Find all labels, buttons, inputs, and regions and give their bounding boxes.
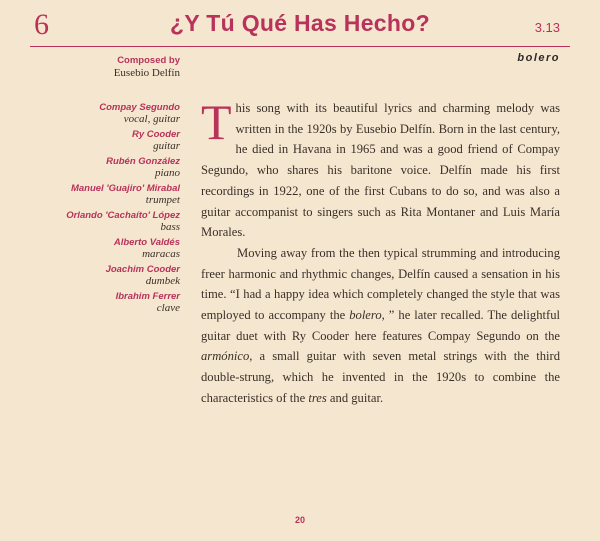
musician-entry — [10, 129, 180, 152]
track-number: 3.13 — [534, 20, 560, 35]
musician-name: Ry Cooder — [131, 129, 180, 140]
paragraph-1-text: his song with its beautiful lyrics and charming melody was written in the 1920s by Eusebio Delfín. Born in the last century, he died in Havana in 1965 and was a good friend of Compay Segundo, who shares his baritone voice. Delfín made his first recordings in 1922, one of the first Cubans to do so, and was also a guitar accompanist to singers such as Rita Montaner and Luis María Morales. — [201, 101, 560, 240]
musician-role: dumbek — [145, 275, 180, 287]
musician-entry — [10, 102, 180, 125]
musician-name: Joachim Cooder — [105, 264, 180, 275]
paragraph-2-text: Moving away from the then typical strumming and introducing freer harmonic and rhythmic changes, Delfín caused a sensation in his time. “I had a happy idea which completely changed the style that was employed to accompany the — [201, 245, 560, 323]
section-number: 6 — [34, 8, 49, 41]
musician-role: bass — [160, 221, 180, 233]
header-rule — [30, 46, 570, 47]
page-number: 20 — [294, 515, 305, 525]
drop-cap: T — [201, 94, 232, 150]
musician-role: trumpet — [145, 194, 180, 206]
paragraph-2-text: , ” he later recalled. The delightful guitar duet with Ry Cooder here features Compay Segundo on the — [201, 308, 560, 343]
musician-entry — [10, 183, 180, 206]
credits-column — [10, 55, 180, 318]
musician-name: Rubén González — [106, 156, 180, 167]
musician-entry — [10, 156, 180, 179]
musician-name: Alberto Valdés — [113, 237, 180, 248]
musician-name: Manuel 'Guajiro' Mirabal — [70, 183, 180, 194]
musician-entry — [10, 264, 180, 287]
musician-role: maracas — [142, 248, 180, 260]
paragraph-2-text: , a small guitar with seven metal strings with the third double-strung, which he invented in the 1920s to combine the characteristics of the — [201, 349, 560, 405]
musician-name: Compay Segundo — [99, 102, 180, 113]
composed-by-label: Composed by — [117, 55, 180, 66]
musician-list — [10, 102, 180, 314]
musician-role: clave — [156, 302, 180, 314]
musician-entry — [10, 237, 180, 260]
style-label: bolero — [517, 52, 560, 64]
song-title: ¿Y Tú Qué Has Hecho? — [170, 10, 430, 36]
paragraph-2 — [201, 243, 560, 409]
italic-term: tres — [308, 390, 327, 405]
italic-term: bolero — [349, 308, 382, 323]
musician-name: Orlando 'Cachaíto' López — [66, 210, 180, 221]
liner-notes-text — [201, 94, 560, 409]
musician-name: Ibrahim Ferrer — [115, 291, 180, 302]
paragraph-2-text: and guitar. — [326, 390, 384, 405]
composer-name: Eusebio Delfín — [113, 67, 180, 79]
musician-role: guitar — [153, 140, 180, 152]
paragraph-1 — [201, 94, 560, 243]
musician-entry — [10, 291, 180, 314]
musician-role: piano — [154, 167, 180, 179]
musician-role: vocal, guitar — [123, 113, 180, 125]
musician-entry — [10, 210, 180, 233]
italic-term: armónico — [201, 349, 250, 364]
